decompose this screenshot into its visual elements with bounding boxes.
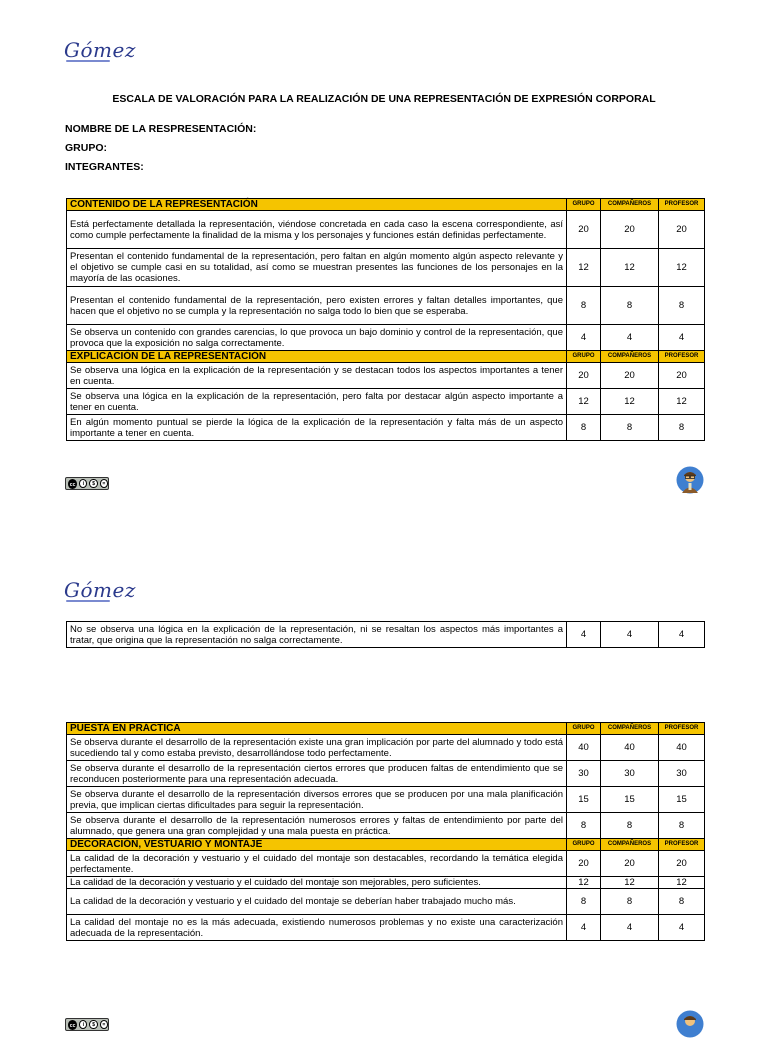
- score-grupo: 12: [567, 389, 601, 415]
- criterion-description: Está perfectamente detallada la representación, viéndose concretada en cada caso la escena correspondiente, así como cumple perfectamente la finalidad de la misma y los personajes y funciones están definidas perfectamente.: [67, 211, 567, 249]
- section-header-row: [67, 199, 705, 211]
- score-companeros: 12: [601, 249, 659, 287]
- rubric-table-1: [66, 198, 705, 441]
- criterion-row: [67, 363, 705, 389]
- criterion-description: No se observa una lógica en la explicación de la representación, ni se resaltan los aspectos más importantes a tratar, que origina que la representación no salga correctamente.: [67, 622, 567, 648]
- criterion-description: Se observa durante el desarrollo de la representación existe una gran implicación por parte del alumnado y todo está sucediendo tal y como estaba previsto, desarrollándose todo perfectamente.: [67, 735, 567, 761]
- column-header-profesor: PROFESOR: [659, 351, 705, 363]
- score-grupo: 8: [567, 813, 601, 839]
- criterion-row: [67, 889, 705, 915]
- criterion-row: [67, 813, 705, 839]
- score-companeros: 15: [601, 787, 659, 813]
- score-profesor: 15: [659, 787, 705, 813]
- criterion-description: Se observa un contenido con grandes carencias, lo que provoca un bajo dominio y control de la representación, que provoca que la exposición no salga correctamente.: [67, 325, 567, 351]
- score-grupo: 15: [567, 787, 601, 813]
- score-profesor: 12: [659, 389, 705, 415]
- score-profesor: 8: [659, 287, 705, 325]
- criterion-row: [67, 787, 705, 813]
- section-header-row: [67, 839, 705, 851]
- score-companeros: 4: [601, 622, 659, 648]
- score-grupo: 20: [567, 851, 601, 877]
- rubric-table-3: [66, 722, 705, 941]
- section-title: PUESTA EN PRÁCTICA: [67, 723, 567, 735]
- score-profesor: 20: [659, 211, 705, 249]
- criterion-description: Se observa una lógica en la explicación de la representación, pero falta por destacar algún aspecto importante a tener en cuenta.: [67, 389, 567, 415]
- logo-text: Gómez: [64, 38, 136, 62]
- members-label: INTEGRANTES:: [65, 161, 144, 173]
- score-grupo: 12: [567, 249, 601, 287]
- criterion-description: Se observa durante el desarrollo de la representación numerosos errores y faltas de entendimiento por parte del alumnado, que genera una gran complejidad y una mala puesta en práctica.: [67, 813, 567, 839]
- score-grupo: 8: [567, 415, 601, 441]
- rubric-table-2: [66, 621, 705, 648]
- score-profesor: 8: [659, 889, 705, 915]
- score-companeros: 8: [601, 287, 659, 325]
- score-companeros: 8: [601, 813, 659, 839]
- score-grupo: 30: [567, 761, 601, 787]
- criterion-description: Presentan el contenido fundamental de la representación, pero existen errores y faltan detalles importantes, que hacen que el objetivo no se cumpla y la representación no salga todo lo bien que se esperaba.: [67, 287, 567, 325]
- column-header-profesor: PROFESOR: [659, 839, 705, 851]
- score-companeros: 12: [601, 877, 659, 889]
- score-grupo: 40: [567, 735, 601, 761]
- section-header-row: [67, 351, 705, 363]
- criterion-row: [67, 915, 705, 941]
- gomez-logo-icon: [64, 38, 136, 62]
- score-profesor: 8: [659, 415, 705, 441]
- criterion-row: [67, 325, 705, 351]
- score-companeros: 4: [601, 915, 659, 941]
- score-profesor: 20: [659, 363, 705, 389]
- column-header-profesor: PROFESOR: [659, 199, 705, 211]
- creative-commons-badge-icon: cc i $ =: [65, 1018, 109, 1031]
- score-companeros: 20: [601, 363, 659, 389]
- score-grupo: 20: [567, 211, 601, 249]
- logo-text: Gómez: [64, 578, 136, 602]
- gomez-logo-icon: [64, 578, 136, 602]
- representation-name-label: NOMBRE DE LA RESPRESENTACIÓN:: [65, 123, 257, 135]
- score-profesor: 8: [659, 813, 705, 839]
- column-header-companeros: COMPAÑEROS: [601, 839, 659, 851]
- criterion-description: La calidad de la decoración y vestuario y el cuidado del montaje son mejorables, pero suficientes.: [67, 877, 567, 889]
- column-header-companeros: COMPAÑEROS: [601, 351, 659, 363]
- score-grupo: 4: [567, 915, 601, 941]
- score-companeros: 8: [601, 415, 659, 441]
- column-header-grupo: GRUPO: [567, 199, 601, 211]
- score-companeros: 4: [601, 325, 659, 351]
- score-companeros: 20: [601, 851, 659, 877]
- criterion-description: En algún momento puntual se pierde la lógica de la explicación de la representación y falta más de un aspecto importante a tener en cuenta.: [67, 415, 567, 441]
- criterion-description: La calidad de la decoración y vestuario y el cuidado del montaje son destacables, recordando la temática elegida perfectamente.: [67, 851, 567, 877]
- author-avatar-icon: [676, 1010, 704, 1038]
- criterion-row: [67, 211, 705, 249]
- criterion-row: [67, 287, 705, 325]
- group-label: GRUPO:: [65, 142, 107, 154]
- criterion-description: Se observa durante el desarrollo de la representación ciertos errores que producen faltas de entendimiento que se reconducen posteriormente para una representación adecuada.: [67, 761, 567, 787]
- score-profesor: 12: [659, 249, 705, 287]
- criterion-description: Presentan el contenido fundamental de la representación, pero faltan en algún momento algún aspecto relevante y el objetivo se cumple casi en su totalidad, así como se muestran presentes las funciones de los personajes en la mayoría de las ocasiones.: [67, 249, 567, 287]
- criterion-row: [67, 851, 705, 877]
- score-companeros: 30: [601, 761, 659, 787]
- score-profesor: 4: [659, 325, 705, 351]
- section-title: EXPLICACIÓN DE LA REPRESENTACIÓN: [67, 351, 567, 363]
- column-header-grupo: GRUPO: [567, 351, 601, 363]
- column-header-profesor: PROFESOR: [659, 723, 705, 735]
- column-header-companeros: COMPAÑEROS: [601, 199, 659, 211]
- section-header-row: [67, 723, 705, 735]
- criterion-description: La calidad de la decoración y vestuario y el cuidado del montaje se deberían haber trabajado mucho más.: [67, 889, 567, 915]
- score-profesor: 40: [659, 735, 705, 761]
- criterion-description: Se observa una lógica en la explicación de la representación y se destacan todos los aspectos importantes a tener en cuenta.: [67, 363, 567, 389]
- score-grupo: 12: [567, 877, 601, 889]
- score-profesor: 12: [659, 877, 705, 889]
- score-profesor: 4: [659, 915, 705, 941]
- criterion-row: [67, 249, 705, 287]
- criterion-description: Se observa durante el desarrollo de la representación diversos errores que se producen por una mala planificación previa, que implican ciertas dificultades para seguir la representación.: [67, 787, 567, 813]
- criterion-row: [67, 389, 705, 415]
- criterion-row: [67, 415, 705, 441]
- score-companeros: 12: [601, 389, 659, 415]
- score-grupo: 8: [567, 287, 601, 325]
- criterion-row: [67, 877, 705, 889]
- author-avatar-icon: [676, 466, 704, 494]
- score-grupo: 8: [567, 889, 601, 915]
- creative-commons-badge-icon: cc i $ =: [65, 477, 109, 490]
- score-companeros: 8: [601, 889, 659, 915]
- score-profesor: 4: [659, 622, 705, 648]
- section-title: CONTENIDO DE LA REPRESENTACIÓN: [67, 199, 567, 211]
- section-title: DECORACIÓN, VESTUARIO Y MONTAJE: [67, 839, 567, 851]
- criterion-row: [67, 622, 705, 648]
- score-companeros: 20: [601, 211, 659, 249]
- score-grupo: 20: [567, 363, 601, 389]
- score-profesor: 20: [659, 851, 705, 877]
- document-title: ESCALA DE VALORACIÓN PARA LA REALIZACIÓN DE UNA REPRESENTACIÓN DE EXPRESIÓN CORPORAL: [112, 93, 656, 105]
- score-grupo: 4: [567, 622, 601, 648]
- column-header-grupo: GRUPO: [567, 723, 601, 735]
- column-header-companeros: COMPAÑEROS: [601, 723, 659, 735]
- column-header-grupo: GRUPO: [567, 839, 601, 851]
- criterion-row: [67, 761, 705, 787]
- criterion-row: [67, 735, 705, 761]
- score-companeros: 40: [601, 735, 659, 761]
- score-profesor: 30: [659, 761, 705, 787]
- score-grupo: 4: [567, 325, 601, 351]
- criterion-description: La calidad del montaje no es la más adecuada, existiendo numerosos problemas y no existe una caracterización adecuada de la representación.: [67, 915, 567, 941]
